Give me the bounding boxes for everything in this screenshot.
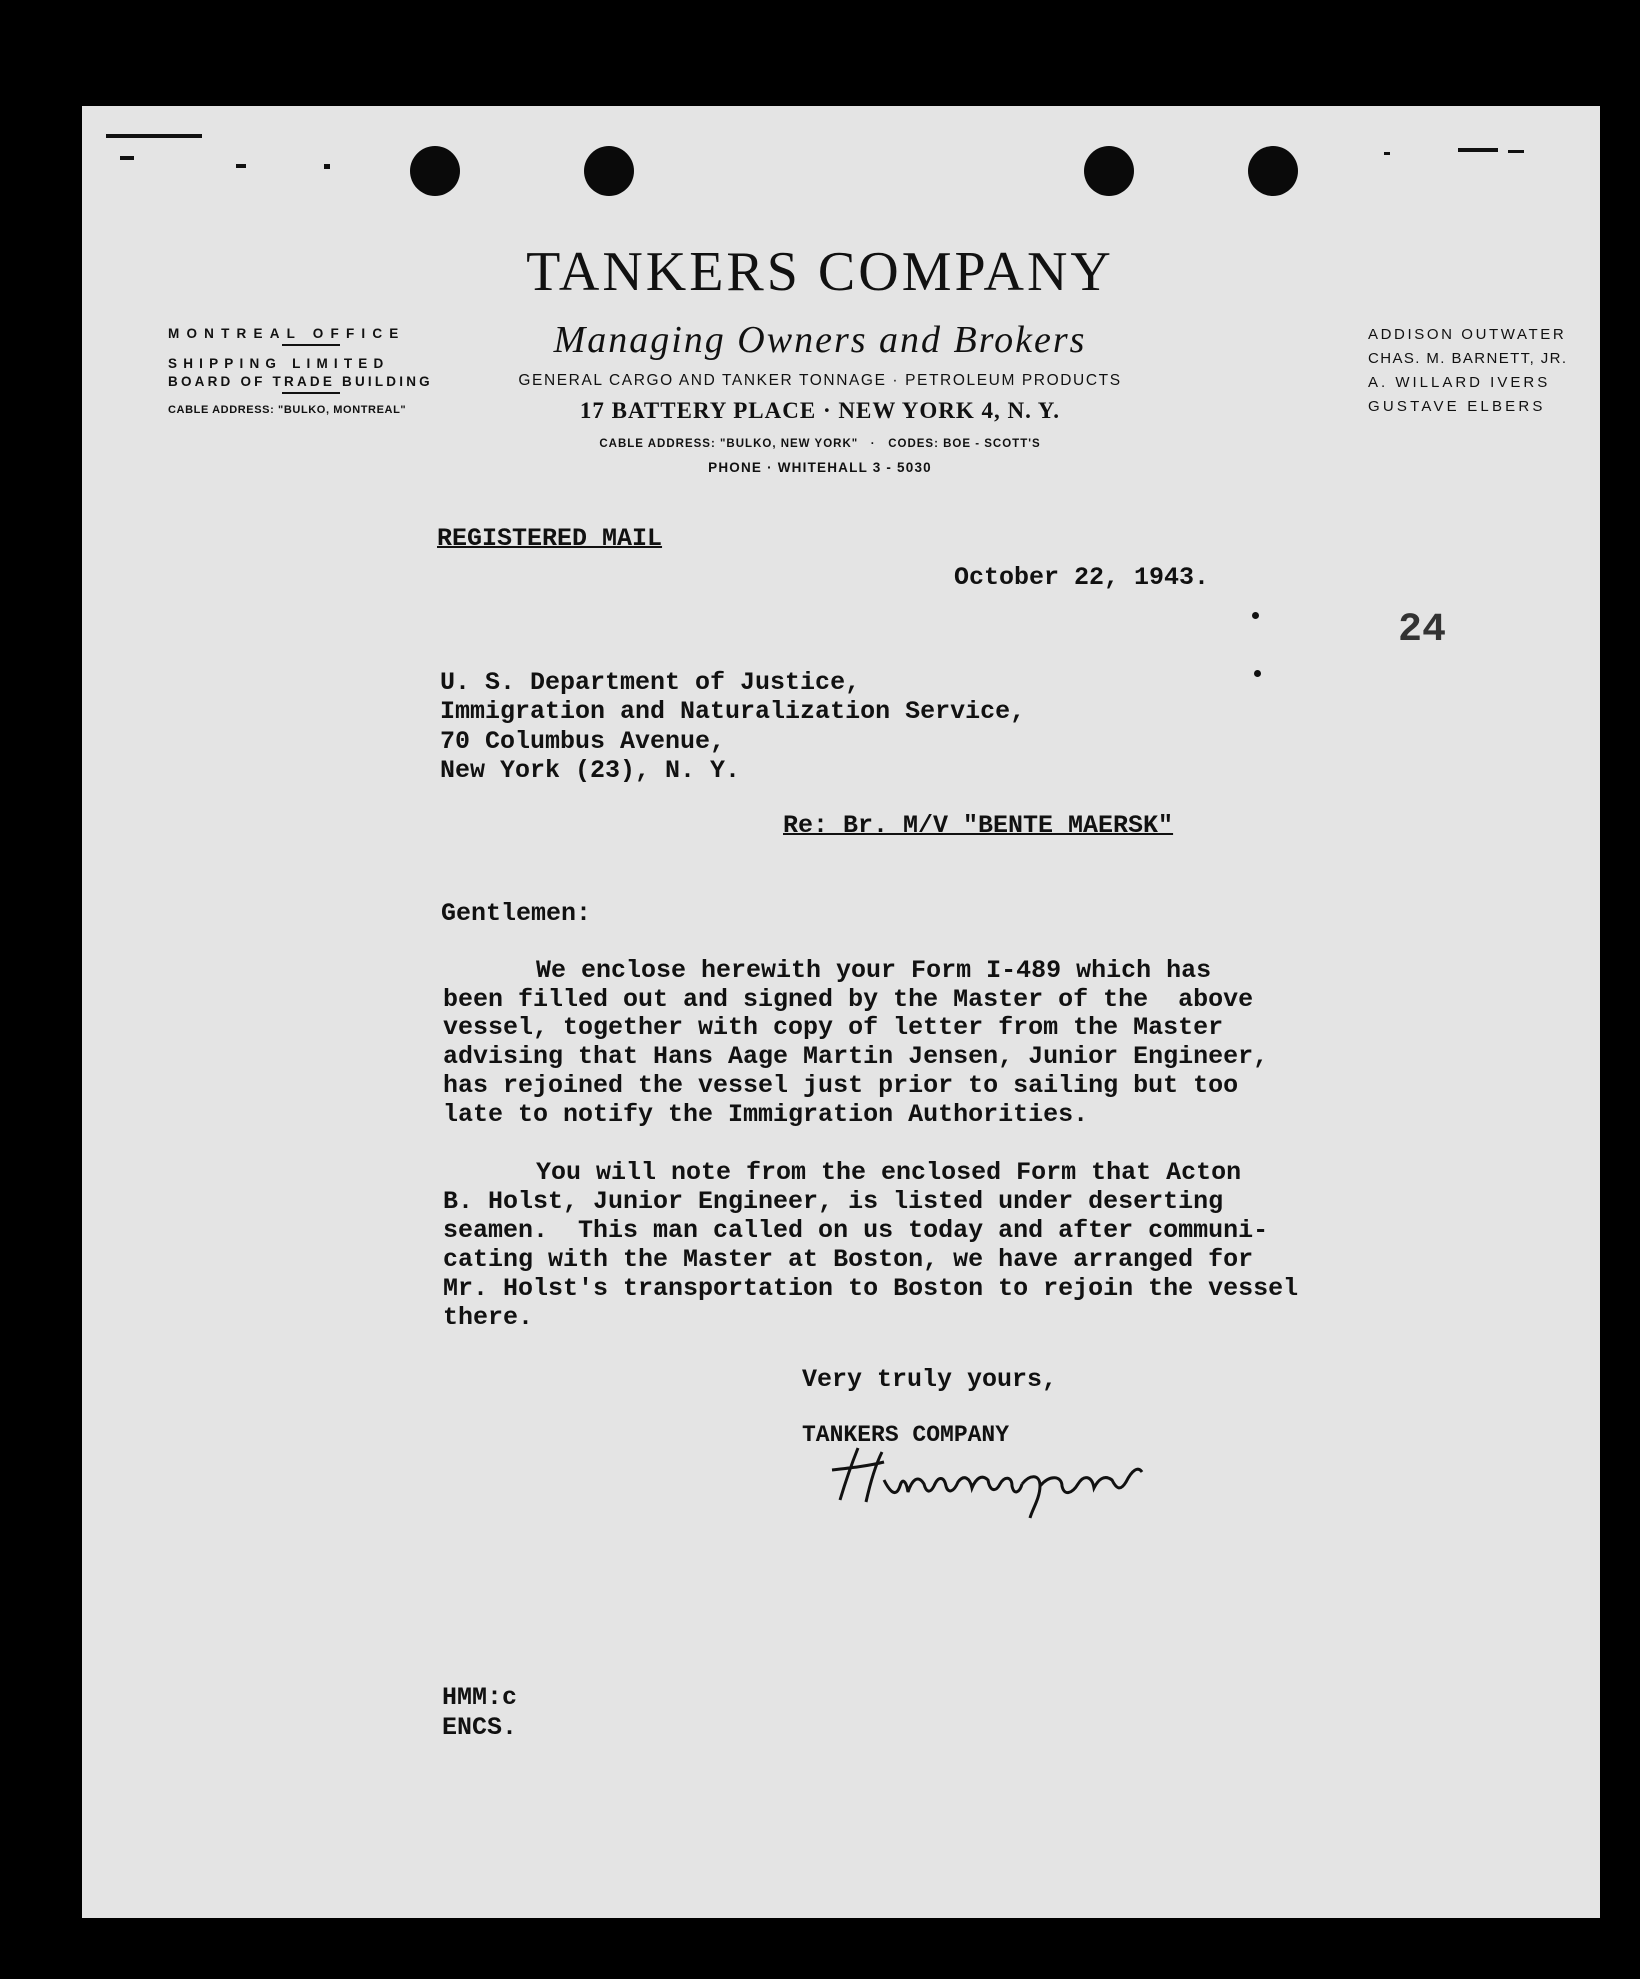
company-address: 17 BATTERY PLACE · NEW YORK 4, N. Y.: [579, 398, 1061, 423]
punch-hole: [1084, 146, 1134, 196]
phone-line: PHONE · WHITEHALL 3 - 5030: [708, 460, 932, 475]
edge-mark: [1458, 148, 1498, 152]
edge-mark: [106, 134, 202, 138]
paragraph-line: late to notify the Immigration Authorities.: [443, 1100, 1089, 1129]
montreal-agent: SHIPPING LIMITED: [168, 356, 390, 371]
services-line: GENERAL CARGO AND TANKER TONNAGE · PETROLEUM PRODUCTS: [518, 372, 1122, 389]
salutation: Gentlemen:: [441, 899, 592, 928]
edge-mark: [1252, 612, 1259, 619]
handwritten-signature: [826, 1440, 1166, 1520]
address-line: 70 Columbus Avenue,: [440, 727, 726, 756]
reference-line: Re: Br. M/V "BENTE MAERSK": [783, 811, 1174, 840]
edge-mark: [120, 156, 134, 160]
address-line: Immigration and Naturalization Service,: [440, 697, 1026, 726]
punch-hole: [1248, 146, 1298, 196]
partner-name: CHAS. M. BARNETT, JR.: [1368, 350, 1568, 367]
partner-name: ADDISON OUTWATER: [1368, 326, 1567, 343]
closing: Very truly yours,: [802, 1365, 1058, 1394]
partner-name: GUSTAVE ELBERS: [1368, 398, 1546, 415]
partner-name: A. WILLARD IVERS: [1368, 374, 1551, 391]
address-line: New York (23), N. Y.: [440, 756, 741, 785]
edge-mark: [1384, 152, 1390, 155]
mail-type: REGISTERED MAIL: [437, 524, 663, 553]
typist-initials: HMM:c: [442, 1683, 518, 1712]
montreal-cable: CABLE ADDRESS: "BULKO, MONTREAL": [168, 404, 407, 416]
edge-mark: [1254, 670, 1261, 677]
punch-hole: [410, 146, 460, 196]
cable-codes-line: CABLE ADDRESS: "BULKO, NEW YORK" · CODES: BOE - SCOTT'S: [599, 438, 1041, 450]
montreal-office-label: MONTREAL OFFICE: [168, 326, 406, 341]
edge-mark: [236, 164, 246, 168]
letter-date: October 22, 1943.: [954, 563, 1210, 592]
montreal-building: BOARD OF TRADE BUILDING: [168, 374, 433, 389]
paragraph-line: We enclose herewith your Form I-489 which has: [536, 956, 1212, 985]
paragraph-line: there.: [443, 1303, 534, 1332]
paragraph-line: cating with the Master at Boston, we have arranged for: [443, 1245, 1254, 1274]
paragraph-line: You will note from the enclosed Form that Acton: [536, 1158, 1242, 1187]
paragraph-line: has rejoined the vessel just prior to sailing but too: [443, 1071, 1239, 1100]
company-tagline: Managing Owners and Brokers: [553, 319, 1087, 361]
paragraph-line: Mr. Holst's transportation to Boston to rejoin the vessel: [443, 1274, 1299, 1303]
paragraph-line: B. Holst, Junior Engineer, is listed under deserting: [443, 1187, 1224, 1216]
punch-hole: [584, 146, 634, 196]
enclosures-note: ENCS.: [442, 1713, 518, 1742]
divider: [282, 392, 340, 394]
signer-company: TANKERS COMPANY: [802, 1422, 1010, 1448]
page-mark: 24: [1398, 608, 1447, 653]
paragraph-line: been filled out and signed by the Master of the above: [443, 985, 1254, 1014]
paragraph-line: advising that Hans Aage Martin Jensen, Junior Engineer,: [443, 1042, 1269, 1071]
paragraph-line: seamen. This man called on us today and after communi-: [443, 1216, 1269, 1245]
company-name: TANKERS COMPANY: [526, 241, 1114, 303]
divider: [282, 344, 340, 346]
paragraph-line: vessel, together with copy of letter from the Master: [443, 1013, 1224, 1042]
edge-mark: [324, 164, 330, 169]
edge-mark: [1508, 150, 1524, 153]
address-line: U. S. Department of Justice,: [440, 668, 861, 697]
